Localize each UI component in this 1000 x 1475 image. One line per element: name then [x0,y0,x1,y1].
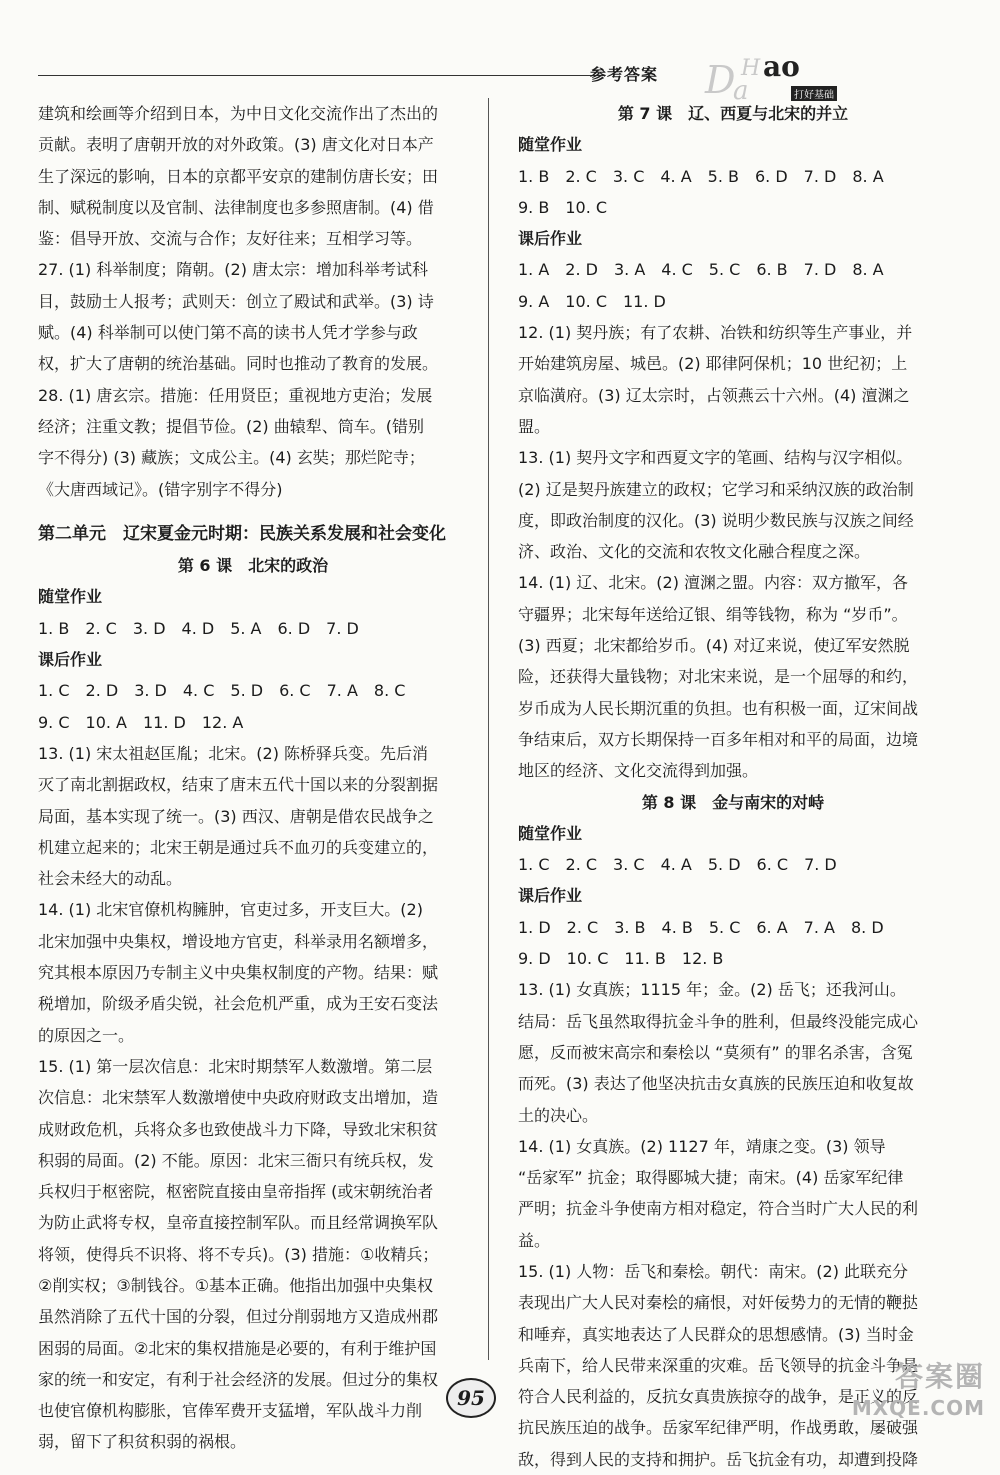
answer-line: 也使官僚机构膨胀，官俸军费开支猛增，军队战斗力削 [38,1401,423,1421]
answer-line: 28. (1) 唐玄宗。措施：任用贤臣；重视地方吏治；发展 [38,385,433,405]
answer-line: 土的决心。 [518,1105,599,1125]
answer-line: 1. B 2. C 3. C 4. A 5. B 6. D 7. D 8. A [518,166,884,186]
answer-line: 家的统一和安定，有利于社会经济的发展。但过分的集权 [38,1369,439,1389]
answer-line: 和唾弃，真实地表达了人民群众的思想感情。(3) 当时金 [518,1324,914,1344]
answer-line: 14. (1) 辽、北宋。(2) 澶渊之盟。内容：双方撤军，各 [518,573,909,593]
answer-line: 结局：岳飞虽然取得抗金斗争的胜利，但最终没能完成心 [518,1011,919,1031]
answer-line: 开始建筑房屋、城邑。(2) 耶律阿保机；10 世纪初；上 [518,354,908,374]
answer-line: 权，扩大了唐朝的统治基础。同时也推动了教育的发展。 [38,354,439,374]
answer-line: 岁币成为人民长期沉重的负担。也有积极一面，辽宋间战 [518,698,919,718]
answer-line: 兵南下，给人民带来深重的灾难。岳飞领导的抗金斗争是 [518,1355,919,1375]
answer-line: “岳家军” 抗金；取得郾城大捷；南宋。(4) 岳家军纪律 [518,1168,904,1188]
answer-line: 盟。 [518,416,551,436]
section-heading: 课后作业 [518,229,583,249]
answer-line: 1. C 2. D 3. D 4. C 5. D 6. C 7. A 8. C [38,681,406,701]
watermark-url: MXQE.COM [851,1396,985,1420]
answer-line: 局面，基本实现了统一。(3) 西汉、唐朝是借农民战争之 [38,806,434,826]
answer-line: 经济；注重文教；提倡节俭。(2) 曲辕犁、筒车。(错别 [38,416,424,436]
answer-line: 《大唐西域记》。(错字别字不得分) [38,479,283,499]
answer-line: 积弱的局面。(2) 不能。原因：北宋三衙只有统兵权，发 [38,1150,434,1170]
header-title: 参考答案 [590,65,659,84]
answer-line: 贡献。表明了唐朝开放的对外政策。(3) 唐文化对日本产 [38,135,434,155]
answer-line: ②削实权；③制钱谷。①基本正确。他指出加强中央集权 [38,1275,434,1295]
logo-letters-ao: ao [763,50,800,83]
lesson-heading: 第 7 课 辽、西夏与北宋的并立 [617,104,849,123]
answer-line: (3) 西夏；北宋都给岁币。(4) 对辽来说，使辽军安然脱 [518,636,910,656]
answer-line: 益。 [518,1230,551,1250]
spacer [38,505,468,519]
answer-line: 9. D 10. C 11. B 12. B [518,949,724,969]
answer-line: 税增加，阶级矛盾尖锐，社会危机严重，成为王安石变法 [38,994,439,1014]
answer-line: 次信息：北宋禁军人数激增使中央政府财政支出增加，造 [38,1088,439,1108]
logo-letter-d: D [705,58,736,102]
answer-line: 为防止武将专权，皇帝直接控制军队。而且经常调换军队 [38,1213,439,1233]
logo-letter-h: H [741,56,761,81]
answer-line: 将领，使得兵不识将、将不专兵)。(3) 措施：①收精兵； [38,1244,439,1264]
section-heading: 课后作业 [38,650,103,670]
answer-line: 究其根本原因乃专制主义中央集权制度的产物。结果：赋 [38,963,439,983]
answer-line: 京临潢府。(3) 辽太宗时，占领燕云十六州。(4) 澶渊之 [518,385,910,405]
answer-line: 9. A 10. C 11. D [518,291,666,311]
answer-line: 15. (1) 人物：岳飞和秦桧。朝代：南宋。(2) 此联充分 [518,1261,909,1281]
answer-line: 制、赋税制度以及官制、法律制度也多参照唐制。(4) 借 [38,197,434,217]
answer-line: 社会未经大的动乱。 [38,869,183,889]
section-heading: 课后作业 [518,886,583,906]
left-column [38,98,468,1458]
answer-line: 赋。(4) 科举制可以使门第不高的读书人凭才学参与政 [38,323,418,343]
answer-line: 抗民族压迫的战争。岳家军纪律严明，作战勇敢，屡破强 [518,1418,919,1438]
answer-line: 鉴：倡导开放、交流与合作；友好往来；互相学习等。 [38,229,423,249]
answer-line: 1. C 2. C 3. C 4. A 5. D 6. C 7. D [518,855,837,875]
answer-line: 字不得分) (3) 藏族；文成公主。(4) 玄奘；那烂陀寺； [38,448,425,468]
column-divider [488,98,489,1360]
logo-letter-a: a [733,76,749,106]
right-column [518,98,948,1475]
answer-line: 表现出广大人民对秦桧的痛恨，对奸佞势力的无情的鞭挞 [518,1293,919,1313]
logo-slogan: 打好基础 [791,86,837,101]
unit-heading: 第二单元 辽宋夏金元时期：民族关系发展和社会变化 [38,523,446,544]
page-number: 95 [446,1378,496,1418]
answer-line: 14. (1) 女真族。(2) 1127 年，靖康之变。(3) 领导 [518,1136,886,1156]
answer-line: 严明；抗金斗争使南方相对稳定，符合当时广大人民的利 [518,1199,919,1219]
section-heading: 随堂作业 [518,823,583,843]
brand-logo [705,50,845,106]
answer-line: 1. B 2. C 3. D 4. D 5. A 6. D 7. D [38,618,359,638]
answer-line: (2) 辽是契丹族建立的政权；它学习和采纳汉族的政治制 [518,479,914,499]
answer-line: 9. C 10. A 11. D 12. A [38,712,244,732]
answer-line: 9. B 10. C [518,197,608,217]
answer-line: 地区的经济、文化交流得到加强。 [518,761,759,781]
watermark [795,1358,985,1424]
answer-line: 14. (1) 北宋官僚机构臃肿，官吏过多，开支巨大。(2) [38,900,423,920]
lesson-heading: 第 8 课 金与南宋的对峙 [641,792,825,812]
answer-line: 守疆界；北宋每年送给辽银、绢等钱物，称为 “岁币”。 [518,604,908,624]
answer-line: 目，鼓励士人报考；武则天：创立了殿试和武举。(3) 诗 [38,291,434,311]
answer-line: 灭了南北割据政权，结束了唐末五代十国以来的分裂割据 [38,775,439,795]
section-heading: 随堂作业 [518,135,583,155]
header-rule [38,75,605,76]
answer-line: 1. A 2. D 3. A 4. C 5. C 6. B 7. D 8. A [518,260,884,280]
answer-line: 建筑和绘画等介绍到日本，为中日文化交流作出了杰出的 [38,104,439,123]
answer-line: 愿，反而被宋高宗和秦桧以 “莫须有” 的罪名杀害，含冤 [518,1042,913,1062]
answer-line: 成财政危机，兵将众多也致使战斗力下降，导致北宋积贫 [38,1119,439,1139]
answer-line: 13. (1) 宋太祖赵匡胤；北宋。(2) 陈桥驿兵变。先后消 [38,743,429,763]
answer-line: 的原因之一。 [38,1025,135,1045]
answer-line: 13. (1) 女真族；1115 年；金。(2) 岳飞；还我河山。 [518,980,906,1000]
watermark-text: 答案圈 [894,1360,985,1393]
answer-line: 济、政治、文化的交流和农牧文化融合程度之深。 [518,542,871,562]
answer-line: 险，还获得大量钱物；对北宋来说，是一个屈辱的和约， [518,667,919,687]
answer-line: 13. (1) 契丹文字和西夏文字的笔画、结构与汉字相似。 [518,448,913,468]
answer-line: 生了深远的影响，日本的京都平安京的建制仿唐长安；田 [38,166,439,186]
answer-line: 15. (1) 第一层次信息：北宋时期禁军人数激增。第二层 [38,1056,433,1076]
answer-line: 度，即政治制度的汉化。(3) 说明少数民族与汉族之间经 [518,510,914,530]
answer-line: 12. (1) 契丹族；有了农耕、冶铁和纺织等生产事业，并 [518,323,913,343]
answer-line: 困弱的局面。②北宋的集权措施是必要的，有利于维护国 [38,1338,437,1358]
answer-line: 虽然消除了五代十国的分裂，但过分削弱地方又造成州郡 [38,1307,439,1327]
answer-line: 弱，留下了积贫积弱的祸根。 [38,1432,247,1452]
section-heading: 随堂作业 [38,587,103,607]
answer-line: 1. D 2. C 3. B 4. B 5. C 6. A 7. A 8. D [518,917,884,937]
answer-line: 27. (1) 科举制度；隋朝。(2) 唐太宗：增加科举考试科 [38,260,429,280]
answer-line: 机建立起来的；北宋王朝是通过兵不血刃的兵变建立的， [38,837,439,857]
answer-line: 争结束后，双方长期保持一百多年相对和平的局面，边境 [518,729,919,749]
answer-line: 而死。(3) 表达了他坚决抗击女真族的民族压迫和收复故 [518,1074,914,1094]
answer-line: 北宋加强中央集权，增设地方官吏，科举录用名额增多， [38,931,439,951]
answer-line: 敌，得到人民的支持和拥护。岳飞抗金有功，却遭到投降 [518,1449,919,1469]
answer-line: 符合人民利益的，反抗女真贵族掠夺的战争，是正义的反 [518,1387,919,1407]
lesson-heading: 第 6 课 北宋的政治 [177,556,329,576]
answer-line: 兵权归于枢密院，枢密院直接由皇帝指挥 (或宋朝统治者 [38,1182,434,1202]
